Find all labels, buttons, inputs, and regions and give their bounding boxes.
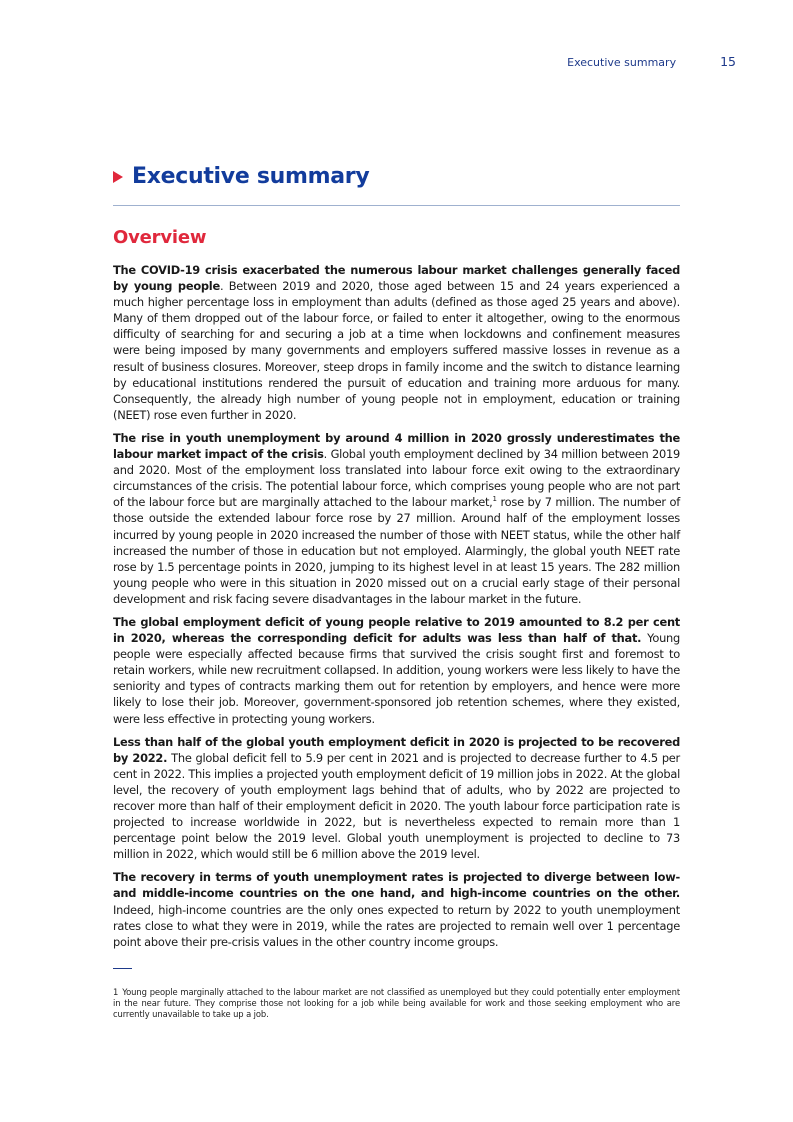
footnote-reference[interactable]: 1 — [492, 495, 497, 504]
footnote — [113, 987, 680, 1021]
section-divider — [113, 205, 680, 206]
paragraph-lead: The COVID-19 crisis exacerbated the numerous labour market challenges generally faced by young people — [113, 263, 680, 294]
running-header — [500, 54, 736, 69]
running-title: Executive summary — [567, 56, 677, 69]
footnote-divider — [113, 968, 132, 969]
paragraph-body: Young people were especially affected because firms that survived the crisis sought first and foremost to retain workers, while new recruitment collapsed. In addition, young workers were less likely to have the seniority and types of contracts marking them out for retention by employers, and hence were more likely to lose their job. Moreover, government-sponsored job retention schemes, where they existed, were less effective in protecting young workers. — [113, 631, 680, 726]
section-title — [113, 164, 680, 189]
page-number: 15 — [720, 54, 736, 69]
overview-heading: Overview — [113, 227, 207, 248]
paragraph — [113, 614, 680, 727]
paragraph-body: Indeed, high-income countries are the only ones expected to return by 2022 to youth unemployment rates close to what they were in 2019, while the rates are projected to remain well over 1 percentage point above their pre-crisis values in the other country income groups. — [113, 902, 680, 949]
paragraph-lead: The global employment deficit of young people relative to 2019 amounted to 8.2 per cent in 2020, whereas the corresponding deficit for adults was less than half of that. — [113, 614, 680, 646]
section-title-text: Executive summary — [132, 164, 370, 189]
footnote-number: 1 — [113, 987, 119, 997]
paragraph-lead: Less than half of the global youth employment deficit in 2020 is projected to be recovered by 2022. — [113, 734, 680, 765]
triangle-bullet-icon — [113, 171, 123, 183]
paragraph — [113, 869, 680, 949]
paragraph-body-continued: rose by 7 million. The number of those outside the extended labour force rose by 27 million. Around half of the employment losses incurred by young people in 2020 increased the number of those with NEET status, while the other half increased the number of those in education but not employed. Alarmingly, the global youth NEET rate rose by 1.5 percentage points in 2020, jumping to its highest level in at least 15 years. The 282 million young people who were in this situation in 2020 missed out on a crucial early stage of their personal development and risk facing severe disadvantages in the labour market in the future. — [113, 495, 681, 606]
body-text — [113, 262, 680, 957]
paragraph-lead: The recovery in terms of youth unemployment rates is projected to diverge between low- and middle-income countries on the one hand, and high-income countries on the other. — [113, 870, 680, 901]
paragraph-body: . Global youth employment declined by 34 million between 2019 and 2020. Most of the employment loss translated into labour force exit owing to the extraordinary circumstances of the crisis. The potential labour force, which comprises young people who are not part of the labour force but are marginally attached to the labour market, — [113, 447, 680, 510]
footnote-text: Young people marginally attached to the labour market are not classified as unemployed but they could potentially enter employment in the near future. They comprise those not looking for a job while being available for work and those seeking employment who are currently unavailable to take up a job. — [113, 987, 680, 1020]
paragraph-body: The global deficit fell to 5.9 per cent in 2021 and is projected to decrease further to 4.5 per cent in 2022. This implies a projected youth employment deficit of 19 million jobs in 2022. At the global level, the recovery of youth employment lags behind that of adults, who by 2022 are projected to recover more than half of their employment deficit in 2020. The youth labour force participation rate is projected to increase worldwide in 2022, but is nevertheless expected to remain more than 1 percentage point below the 2019 level. Global youth unemployment is projected to decline to 73 million in 2022, which would still be 6 million above the 2019 level. — [113, 750, 680, 862]
paragraph — [113, 262, 680, 423]
paragraph — [113, 430, 680, 607]
paragraph — [113, 734, 680, 863]
paragraph-body: . Between 2019 and 2020, those aged between 15 and 24 years experienced a much higher percentage loss in employment than adults (defined as those aged 25 years and above). Many of them dropped out of the labour force, or failed to enter it altogether, owing to the enormous difficulty of searching for and securing a job at a time when lockdowns and confinement measures were being imposed by many governments and employers suffered massive losses in revenue as a result of business closures. Moreover, steep drops in family income and the switch to distance learning by educational institutions rendered the pursuit of education and training more arduous for many. Consequently, the already high number of young people not in employment, education or training (NEET) rose even further in 2020. — [113, 279, 681, 422]
paragraph-lead: The rise in youth unemployment by around 4 million in 2020 grossly underestimates the labour market impact of the crisis — [113, 430, 680, 462]
